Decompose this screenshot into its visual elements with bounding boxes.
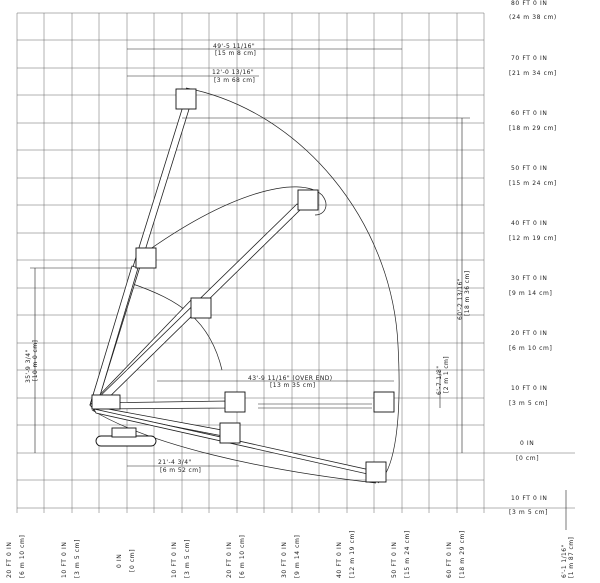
over-end-ft: 43'-9 11/16" (OVER END) xyxy=(248,375,333,382)
y-label-ft: 20 FT 0 IN xyxy=(511,330,548,337)
max-outreach-ft: 49'-5 11/16" xyxy=(213,43,256,50)
y-label-ft: 80 FT 0 IN xyxy=(511,0,548,7)
y-label-m: [12 m 19 cm] xyxy=(509,235,557,242)
corner-ft: 6'-1 1/16" xyxy=(561,544,568,578)
corner-m: [1 m 87 cm] xyxy=(568,536,575,578)
x-label-ft: 10 FT 0 IN xyxy=(61,541,68,578)
x-label-m: [0 cm] xyxy=(129,548,136,572)
x-label-m: [15 m 24 cm] xyxy=(404,530,411,578)
x-label-ft: 50 FT 0 IN xyxy=(391,541,398,578)
boom-positions xyxy=(90,103,372,475)
x-label-m: [3 m 5 cm] xyxy=(184,538,191,578)
y-label-ft: 10 FT 0 IN xyxy=(511,385,548,392)
dimension-labels xyxy=(25,43,575,578)
y-label-ft: 0 IN xyxy=(520,440,535,447)
up-height-m: [2 m 1 cm] xyxy=(443,355,450,393)
y-label-m: [6 m 10 cm] xyxy=(509,345,553,352)
y-label-ft: 70 FT 0 IN xyxy=(511,55,548,62)
x-label-m: [18 m 29 cm] xyxy=(459,530,466,578)
y-label-m: [18 m 29 cm] xyxy=(509,125,557,132)
y-label-m: (24 m 38 cm) xyxy=(509,14,557,21)
y-label-m: [9 m 14 cm] xyxy=(509,290,553,297)
y-label-m: [21 m 34 cm] xyxy=(509,70,557,77)
max-height-m: [18 m 36 cm] xyxy=(464,270,471,316)
x-label-m: [9 m 14 cm] xyxy=(294,534,301,578)
x-label-ft: 20 FT 0 IN xyxy=(226,541,233,578)
max-outreach-m: [15 m 8 cm] xyxy=(215,50,257,57)
y-label-m: [3 m 5 cm] xyxy=(509,509,549,516)
y-label-ft: 30 FT 0 IN xyxy=(511,275,548,282)
x-label-m: [12 m 19 cm] xyxy=(349,530,356,578)
y-label-ft: 60 FT 0 IN xyxy=(511,110,548,117)
x-label-ft: 10 FT 0 IN xyxy=(171,541,178,578)
up-over-ft: 35'-9 3/4" xyxy=(25,349,32,383)
basket-offset-ft: 12'-0 13/16" xyxy=(212,69,255,76)
x-label-ft: 20 FT 0 IN xyxy=(6,541,13,578)
y-label-m: [0 cm] xyxy=(516,455,540,462)
y-label-m: [15 m 24 cm] xyxy=(509,180,557,187)
x-label-ft: 40 FT 0 IN xyxy=(336,541,343,578)
x-label-m: [6 m 10 cm] xyxy=(239,534,246,578)
up-over-m: [10 m 0 cm] xyxy=(32,339,39,381)
below-ground-m: [6 m 52 cm] xyxy=(160,467,202,474)
up-height-ft: 6'-7 1/8" xyxy=(436,365,443,395)
basket-offset-m: [3 m 68 cm] xyxy=(214,77,256,84)
y-label-ft: 50 FT 0 IN xyxy=(511,165,548,172)
y-label-ft: 10 FT 0 IN xyxy=(511,495,548,502)
working-envelope xyxy=(92,88,399,483)
y-label-m: [3 m 5 cm] xyxy=(509,400,549,407)
x-label-m: [3 m 5 cm] xyxy=(74,538,81,578)
below-ground-ft: 21'-4 3/4" xyxy=(158,459,192,466)
x-label-ft: 0 IN xyxy=(116,553,123,568)
x-label-m: [6 m 10 cm] xyxy=(19,534,26,578)
over-end-m: [13 m 35 cm] xyxy=(270,382,316,389)
x-axis-labels xyxy=(6,530,466,578)
max-height-ft: 60'-2 13/16" xyxy=(457,277,464,320)
x-label-ft: 60 FT 0 IN xyxy=(446,541,453,578)
y-label-ft: 40 FT 0 IN xyxy=(511,220,548,227)
y-axis-labels xyxy=(509,0,557,516)
x-label-ft: 30 FT 0 IN xyxy=(281,541,288,578)
